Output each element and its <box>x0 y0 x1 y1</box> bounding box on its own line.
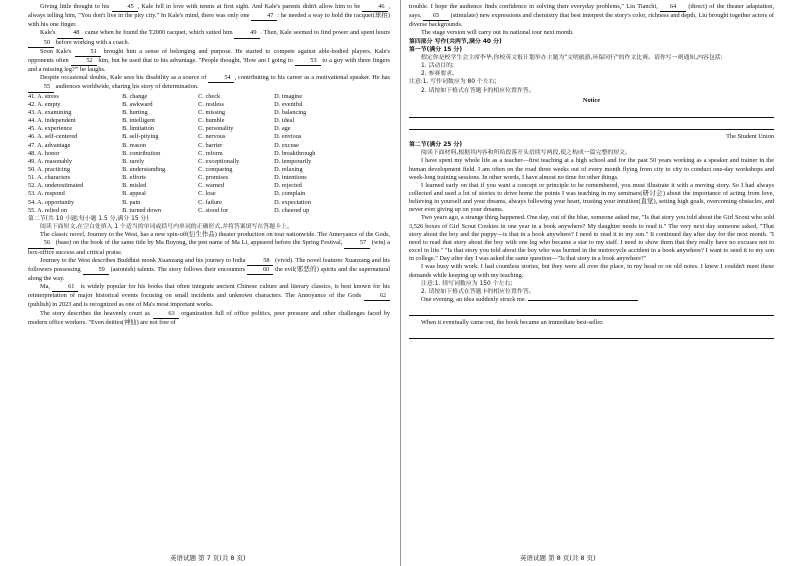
option-cell: D. temporarily <box>274 157 312 165</box>
grammar-passage-2: Journey to the West describes Buddhist monk Xuanzang and his journey to India 58 (vivid). The novel features Xuanzang and his followers possessing 59 (astonish) talents. The story follows their encounters 60 the evil(邪恶的) spirits and the supernatural along the way. <box>28 256 391 282</box>
answer-line <box>528 300 638 301</box>
option-cell: B. contribution <box>122 149 161 157</box>
option-cell: B. awkward <box>122 100 153 108</box>
option-cell: D. breakthrough <box>274 149 316 157</box>
option-row <box>28 125 390 133</box>
option-cell: D. eventful <box>274 100 303 108</box>
continuation-note2: 2. 请按如下格式在答题卡的相应位置作答。 <box>421 288 535 295</box>
option-cell: D. envious <box>274 133 302 141</box>
option-row <box>28 101 390 109</box>
options-table <box>28 93 390 215</box>
right-column <box>409 3 774 342</box>
option-cell: 50. A. practicing <box>28 165 70 173</box>
option-cell: C. stood for <box>198 206 229 214</box>
part4-header: 第四部分 写作(共两节,满分 40 分) <box>409 38 502 45</box>
option-cell: B. self-pitying <box>122 133 159 141</box>
option-cell: 43. A. examining <box>28 108 72 116</box>
option-row <box>28 190 390 198</box>
section2-header: 第二节(满分 25 分) <box>409 142 463 149</box>
option-cell: C. warned <box>198 182 225 190</box>
option-cell: D. rejected <box>274 182 302 190</box>
option-cell: 47. A. advantage <box>28 141 71 149</box>
cloze-passage-4: Despite occasional doubts, Kale sees his disability as a source of 54 , contributing to his career as a motivational speaker. He has 55 audiences worldwide, sharing his story of determination. <box>28 74 390 92</box>
option-cell: 55. A. relied on <box>28 206 67 214</box>
grammar-passage-6: The stage version will carry out its national tour next month. <box>421 29 574 37</box>
option-row <box>28 93 390 101</box>
section1-note1: 注意:1. 写作词数应为 80 个左右; <box>409 79 497 86</box>
option-cell: 52. A. underestimated <box>28 182 84 190</box>
option-cell: B. hurting <box>122 108 148 116</box>
option-cell: 54. A. opportunity <box>28 198 75 206</box>
option-row <box>28 142 390 150</box>
column-divider <box>400 0 401 566</box>
section1-header: 第一节(满分 15 分) <box>409 46 463 53</box>
option-row <box>28 109 390 117</box>
grammar-passage-4: The story describes the heavenly court as 63 organization full of office politics, peer pressure and other challenges faced by modern office workers. "Even deities(神仙) are not free of <box>28 309 390 326</box>
answer-line <box>409 121 774 130</box>
section2-header: 第二节(共 10 小题;每小题 1.5 分,满分 15 分) <box>28 215 149 222</box>
option-cell: C. humble <box>198 117 225 125</box>
option-cell: D. intentions <box>274 174 307 182</box>
option-cell: B. reason <box>122 141 146 149</box>
continuation-start-1: One evening, an idea suddenly struck me. <box>409 296 774 304</box>
option-cell: B. understanding <box>122 165 166 173</box>
option-row <box>28 158 390 166</box>
option-cell: 49. A. reasonably <box>28 157 73 165</box>
continuation-note1: 注意:1. 续写词数应为 150 个左右; <box>421 280 513 287</box>
option-cell: C. barrier <box>198 141 223 149</box>
left-column <box>28 3 390 327</box>
story-para-1: I have spent my whole life as a teacher—first teaching at a high school and for the past 50 years working as a speaker and trainer in the human development field. I am often on the road three weeks out of every month flying from city to city to conduct one-day workshops and week-long training sessions. In other words, I have almost no time for other things. <box>409 157 774 181</box>
option-cell: B. misled <box>122 182 147 190</box>
section1-item2: 2. 参赛要求。 <box>421 71 458 78</box>
option-cell: 44. A. independent <box>28 117 76 125</box>
grammar-passage-3: Ma, 61 is widely popular for his books that often integrate ancient Chinese culture and literary classics, is best known for his reinterpretation of major historical events focusing on small incidents and unknown characters. The Annoyance of the Gods 62 (publish) in 2023 and is recognized as one of Ma's most important works. <box>28 283 391 309</box>
option-row <box>28 174 390 182</box>
option-row <box>28 150 390 158</box>
section1-prompt: 假定你是校学生会主席李华,你校英文报计划举办主题为"文明旅游,环保同行"的作文比赛。请你写一则通知,内容包括: <box>421 54 723 61</box>
option-cell: B. intelligent <box>122 117 155 125</box>
section1-item1: 1. 活动目的; <box>421 63 455 70</box>
option-cell: C. restless <box>198 100 225 108</box>
cloze-passage-2: Kale's 48 came when he found the T2000 racquet, which suited him 49 . Then, Kale seemed to find power and spent hours 50 before working with a coach. <box>28 29 390 47</box>
page-footer-left: 英语试题 第 7 页(共 8 页) <box>170 554 246 562</box>
option-cell: D. age <box>274 125 291 133</box>
notice-title: Notice <box>582 96 601 104</box>
option-cell: D. balancing <box>274 108 307 116</box>
option-row <box>28 182 390 190</box>
cloze-passage-1: Giving little thought to his 45 , Kale fell in love with tennis at first sight. And Kale's parents didn't allow him to be 46 , always telling him, "You don't live in the pity city." In Kale's mind, there was only one 47 : he needed a way to hold the racquet(球拍) with his one finger. <box>28 3 391 29</box>
option-cell: 42. A. empty <box>28 100 61 108</box>
option-cell: B. pain <box>122 198 141 206</box>
story-para-3: Two years ago, a strange thing happened. One day, out of the blue, someone asked me, "Is that story you told about the Girl Scout who sold 3,526 boxes of Girl Scout Cookies in one year in a book anywhere? My daughter needs to read it." The very next day someone asked, "That story about the boy and the puppy—is that in a book anywhere? I need to read it to my son." It continued day after day for the next month. "I need to read that story about the boy with one leg who became a star to my staff. I need to show them that they really have no excuses not to excel in life." "Is that story you told about the boy who was burned in the motorcycle accident in a book anywhere? I want to send it to my son in college." Day after day I was asked the same question—"Is that story in a book anywhere?" <box>409 214 774 263</box>
option-cell: D. ideal <box>274 117 295 125</box>
option-cell: C. missing <box>198 108 226 116</box>
option-cell: C. nervous <box>198 133 226 141</box>
cloze-passage-3: Soon Kale's 51 brought him a sense of belonging and purpose. He started to compete against able-bodied players. Kale's opponents often 52 him, but he used that to his advantage. "People thought, 'How am I going to 53 to a guy with three fingers and a missing leg?'" he laughs. <box>28 47 390 74</box>
story-para-4: I was busy with work. I had countless stories, but they were all over the place, in my head or on old notes. I knew I couldn't meet these demands while keeping up with my teaching. <box>409 263 774 279</box>
option-cell: C. check <box>198 92 221 100</box>
option-cell: C. personality <box>198 125 234 133</box>
option-row <box>28 199 390 207</box>
option-cell: D. cheered up <box>274 206 310 214</box>
option-cell: D. complain <box>274 190 306 198</box>
option-cell: B. efforts <box>122 174 146 182</box>
option-cell: D. excuse <box>274 141 299 149</box>
answer-line <box>409 109 774 118</box>
option-cell: B. turned down <box>122 206 162 214</box>
option-cell: B. change <box>122 92 148 100</box>
section2-prompt: 阅读下面材料,根据其内容和所给段落开头语续写两段,使之构成一篇完整的短文。 <box>421 150 631 157</box>
page-footer-right: 英语试题 第 8 页(共 8 页) <box>520 554 596 562</box>
option-cell: B. rarely <box>122 157 145 165</box>
option-cell: C. reform <box>198 149 223 157</box>
option-cell: D. relaxing <box>274 165 303 173</box>
grammar-passage-5: trouble. I hope the audience finds confidence in solving their everyday problems," Liu Tianchi, 64 (direct) of the theater adaptation, says. 65 (stimulate) new expressions and chemistry that best interpret the story's color, richness and depth, Liu brought together actors of diverse backgrounds. <box>409 3 774 29</box>
option-row <box>28 166 390 174</box>
option-cell: C. lose <box>198 190 216 198</box>
option-cell: C. promises <box>198 174 229 182</box>
notice-signature: The Student Union <box>726 132 774 140</box>
option-cell: C. exceptionally <box>198 157 240 165</box>
option-cell: 48. A. honor <box>28 149 60 157</box>
option-cell: 53. A. respond <box>28 190 65 198</box>
option-row <box>28 117 390 125</box>
grammar-passage-1: The classic novel, Journey to the West, has a new spin-off(衍生作品) theater production on tour nationwide. The Annoyance of the Gods, 56 (base) on the book of the same title by Ma Boyong, the pen name of Ma Li, appeared before the Spring Festival, 57 (win) a box-office success and critical praise. <box>28 231 390 256</box>
option-cell: 45. A. experience <box>28 125 73 133</box>
option-cell: C. failure <box>198 198 222 206</box>
section2-instruction: 阅读下面短文,在空白处填入 1 个适当的单词或括号内单词的正确形式,并将答案填写在答题卡上。 <box>40 224 293 231</box>
option-row <box>28 207 390 215</box>
answer-line <box>409 307 774 316</box>
option-cell: 46. A. self-centered <box>28 133 78 141</box>
option-cell: B. limitation <box>122 125 154 133</box>
continuation-start-2: When it eventually came out, the book became an immediate best-seller. <box>421 319 604 327</box>
answer-line <box>409 330 774 339</box>
option-cell: D. expectation <box>274 198 311 206</box>
option-cell: D. imagine <box>274 92 303 100</box>
option-cell: B. appeal <box>122 190 146 198</box>
section1-note2: 2. 请按如下格式在答题卡的相应位置作答。 <box>421 87 535 94</box>
option-row <box>28 133 390 141</box>
story-para-2: I learned early on that if you want a concept or principle to be remembered, you must illustrate it with a moving story. So I had always collected and used a lot of stories to drive home the points I was teaching in my seminars(研讨会) about the importance of acting from love, believing in yourself and your dreams, always following your heart, trusting your intuition(直觉), setting high goals, overcoming obstacles, and never ever giving up on your dreams. <box>409 181 774 214</box>
option-cell: C. comparing <box>198 165 233 173</box>
option-cell: 41. A. stress <box>28 92 59 100</box>
option-cell: 51. A. characters <box>28 174 71 182</box>
